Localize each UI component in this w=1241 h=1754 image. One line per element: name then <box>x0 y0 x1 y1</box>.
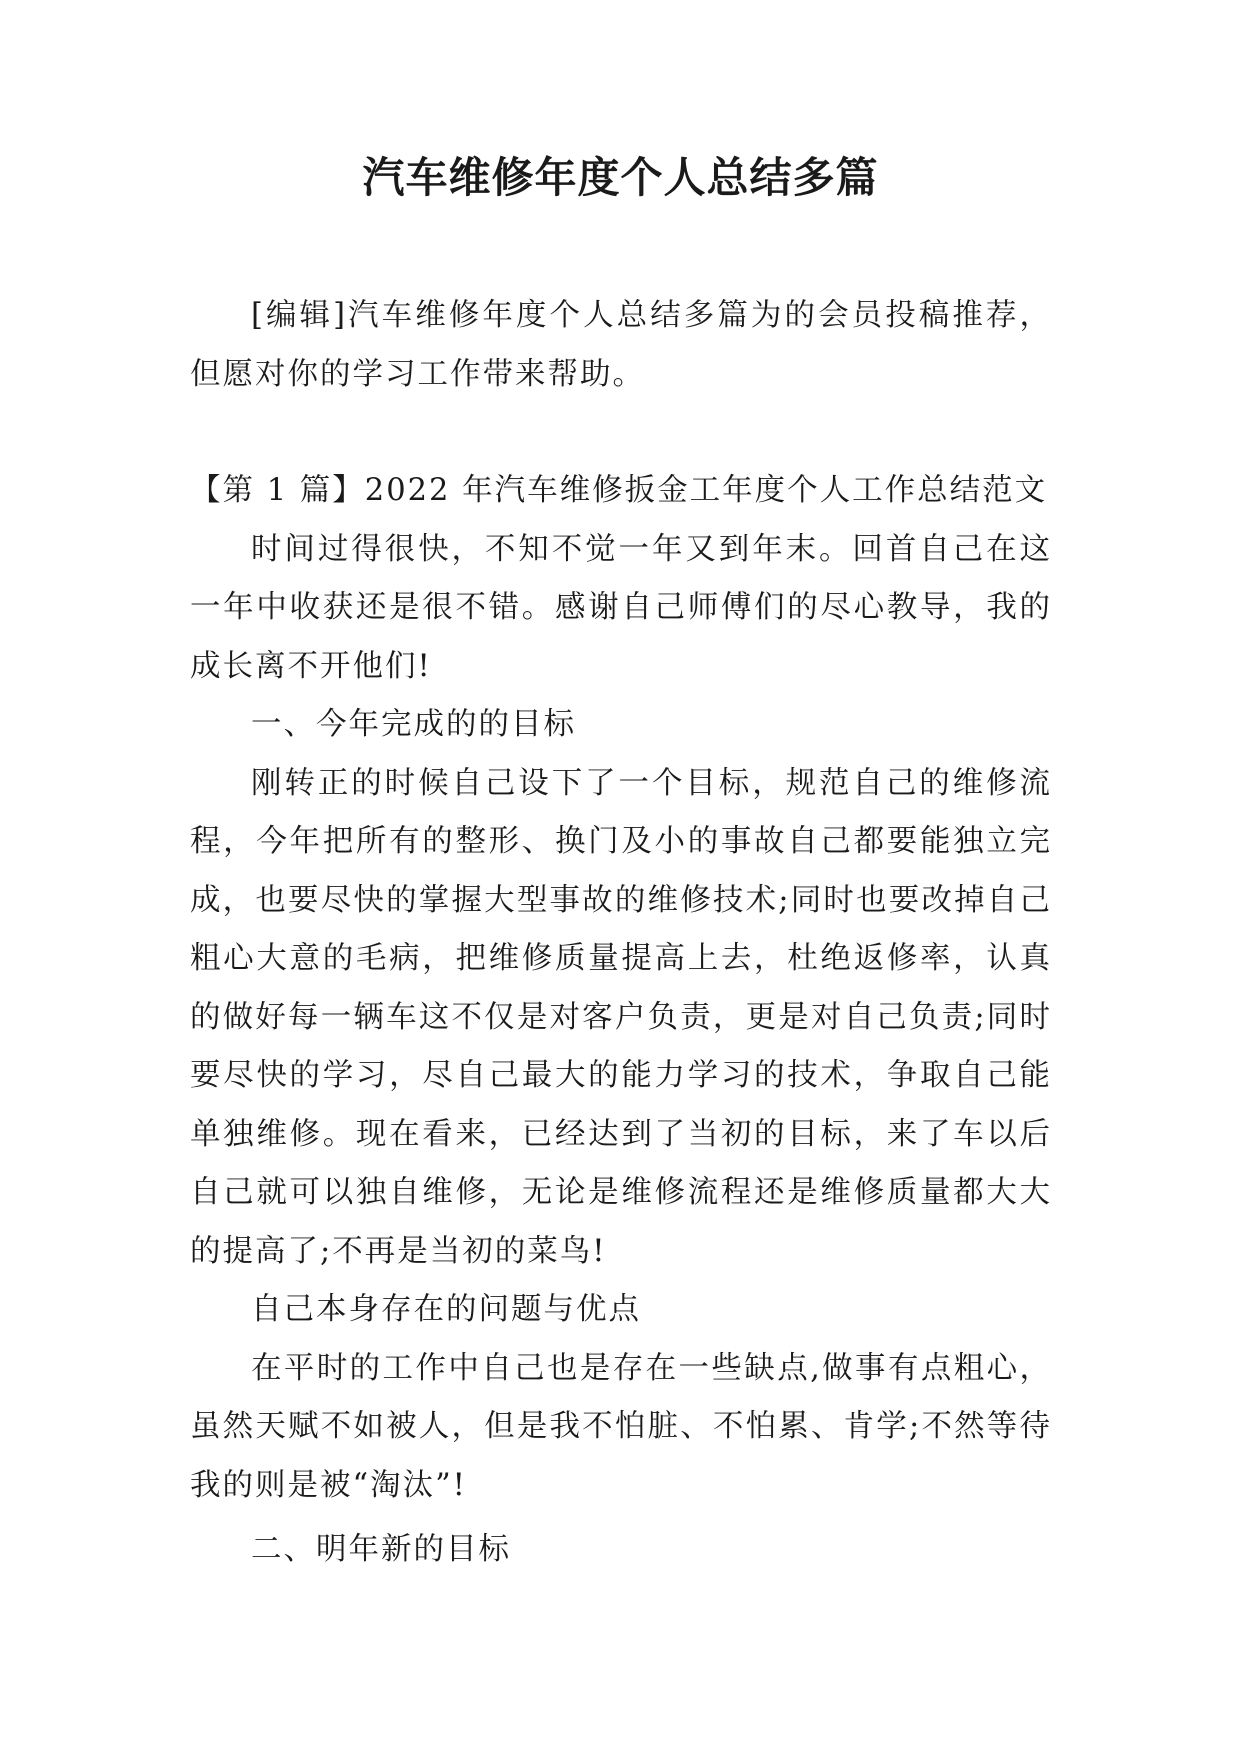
body-paragraph: 在平时的工作中自己也是存在一些缺点,做事有点粗心，虽然天赋不如被人，但是我不怕脏、不怕累、肯学;不然等待我的则是被“淘汰”! <box>190 1350 1052 1503</box>
section-heading-1: 一、今年完成的的目标 <box>251 707 576 742</box>
article-heading: 【第 1 篇】2022 年汽车维修扳金工年度个人工作总结范文 <box>190 473 1048 508</box>
document-body <box>190 287 1052 1580</box>
body-paragraph: 刚转正的时候自己设下了一个目标，规范自己的维修流程，今年把所有的整形、换门及小的事故自己都要能独立完成，也要尽快的掌握大型事故的维修技术;同时也要改掉自己粗心大意的毛病，把维修质量提高上去，杜绝返修率，认真的做好每一辆车这不仅是对客户负责，更是对自己负责;同时要尽快的学习，尽自己最大的能力学习的技术，争取自己能单独维修。现在看来，已经达到了当初的目标，来了车以后自己就可以独自维修，无论是维修流程还是维修质量都大大的提高了;不再是当初的菜鸟! <box>190 765 1052 1269</box>
section-heading-2: 二、明年新的目标 <box>251 1532 511 1567</box>
body-paragraph: 时间过得很快，不知不觉一年又到年末。回首自己在这一年中收获还是很不错。感谢自己师傅们的尽心教导，我的成长离不开他们! <box>190 531 1052 684</box>
document-title: 汽车维修年度个人总结多篇 <box>362 153 879 202</box>
paragraph-spacer <box>190 404 1052 462</box>
intro-paragraph: [编辑]汽车维修年度个人总结多篇为的会员投稿推荐，但愿对你的学习工作带来帮助。 <box>190 298 1052 392</box>
section-heading-problems: 自己本身存在的问题与优点 <box>251 1292 641 1327</box>
